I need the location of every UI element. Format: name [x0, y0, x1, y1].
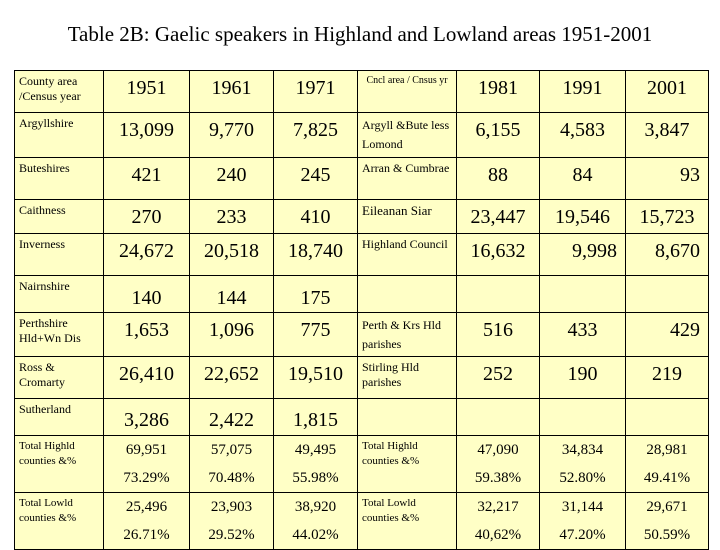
value-cell: 421 — [104, 158, 190, 200]
total-cell — [457, 436, 540, 493]
value-cell: 2,422 — [190, 399, 274, 436]
total-cell — [104, 493, 190, 550]
value-cell: 24,672 — [104, 234, 190, 276]
total-cell — [274, 493, 358, 550]
total-percent: 47.20% — [559, 527, 606, 543]
total-cell — [540, 493, 626, 550]
value-cell: 433 — [540, 313, 626, 357]
area-label — [358, 399, 457, 436]
year-header: 1981 — [457, 71, 540, 113]
total-count: 32,217 — [477, 499, 519, 515]
total-cell — [626, 436, 709, 493]
total-count: 47,090 — [477, 442, 519, 458]
value-cell: 3,847 — [626, 113, 709, 158]
table-row — [15, 399, 709, 436]
value-cell — [540, 276, 626, 313]
total-percent: 26.71% — [123, 527, 170, 543]
total-count: 57,075 — [210, 442, 253, 458]
value-cell: 410 — [274, 200, 358, 234]
value-cell: 22,652 — [190, 357, 274, 399]
value-cell: 4,583 — [540, 113, 626, 158]
total-row — [15, 436, 709, 493]
total-percent: 40,62% — [474, 527, 522, 543]
page-title: Table 2B: Gaelic speakers in Highland and Lowland areas 1951-2001 — [67, 22, 653, 46]
total-cell — [190, 436, 274, 493]
total-percent: 44.02% — [292, 527, 339, 543]
total-percent: 55.98% — [292, 470, 339, 486]
value-cell: 245 — [274, 158, 358, 200]
total-count: 23,903 — [210, 499, 253, 515]
total-cell — [626, 493, 709, 550]
total-percent: 52.80% — [559, 470, 606, 486]
table-row — [15, 313, 709, 357]
total-percent: 29.52% — [208, 527, 255, 543]
value-cell: 18,740 — [274, 234, 358, 276]
total-count: 31,144 — [561, 499, 604, 515]
area-label: Total Lowld counties &% — [15, 493, 104, 550]
value-cell: 16,632 — [457, 234, 540, 276]
area-label: Argyllshire — [15, 113, 104, 158]
total-percent: 50.59% — [643, 527, 691, 543]
area-label: Total Highld counties &% — [15, 436, 104, 493]
value-cell: 516 — [457, 313, 540, 357]
value-cell: 20,518 — [190, 234, 274, 276]
value-cell: 252 — [457, 357, 540, 399]
total-row — [15, 493, 709, 550]
value-cell: 219 — [626, 357, 709, 399]
area-label: Ross & Cromarty — [15, 357, 104, 399]
area-label: Highland Council — [358, 234, 457, 276]
total-percent: 59.38% — [474, 470, 522, 486]
value-cell: 93 — [626, 158, 709, 200]
value-cell — [457, 399, 540, 436]
value-cell: 240 — [190, 158, 274, 200]
table-row — [15, 158, 709, 200]
left-header-label: County area /Census year — [15, 71, 104, 113]
value-cell: 175 — [274, 276, 358, 313]
value-cell: 9,770 — [190, 113, 274, 158]
total-cell — [457, 493, 540, 550]
value-cell — [457, 276, 540, 313]
area-label: Perthshire Hld+Wn Dis — [15, 313, 104, 357]
value-cell: 13,099 — [104, 113, 190, 158]
year-header: 1951 — [104, 71, 190, 113]
area-label: Perth & Krs Hld parishes — [358, 313, 457, 357]
area-label: Stirling Hld parishes — [358, 357, 457, 399]
value-cell: 1,815 — [274, 399, 358, 436]
value-cell: 6,155 — [457, 113, 540, 158]
value-cell: 1,096 — [190, 313, 274, 357]
table-row — [15, 357, 709, 399]
total-count: 69,951 — [125, 442, 168, 458]
right-header-label: Cncl area / Cnsus yr — [358, 71, 457, 113]
value-cell: 19,546 — [540, 200, 626, 234]
table-row — [15, 200, 709, 234]
header-row — [15, 71, 709, 113]
year-header: 1961 — [190, 71, 274, 113]
value-cell: 775 — [274, 313, 358, 357]
total-count: 49,495 — [294, 442, 337, 458]
total-count: 38,920 — [294, 499, 337, 515]
value-cell: 19,510 — [274, 357, 358, 399]
area-label: Buteshires — [15, 158, 104, 200]
table-row — [15, 234, 709, 276]
total-count: 28,981 — [646, 442, 688, 458]
value-cell: 88 — [457, 158, 540, 200]
value-cell: 84 — [540, 158, 626, 200]
value-cell: 144 — [190, 276, 274, 313]
value-cell: 429 — [626, 313, 709, 357]
area-label: Caithness — [15, 200, 104, 234]
value-cell: 23,447 — [457, 200, 540, 234]
total-percent: 73.29% — [123, 470, 170, 486]
table-row — [15, 113, 709, 158]
total-count: 29,671 — [646, 499, 688, 515]
total-percent: 70.48% — [208, 470, 255, 486]
year-header: 2001 — [626, 71, 709, 113]
area-label: Total Highld counties &% — [358, 436, 457, 493]
value-cell: 190 — [540, 357, 626, 399]
area-label: Inverness — [15, 234, 104, 276]
area-label: Arran & Cumbrae — [358, 158, 457, 200]
value-cell: 3,286 — [104, 399, 190, 436]
year-header: 1991 — [540, 71, 626, 113]
area-label: Eileanan Siar — [358, 200, 457, 234]
area-label: Nairnshire — [15, 276, 104, 313]
area-label: Total Lowld counties &% — [358, 493, 457, 550]
value-cell: 7,825 — [274, 113, 358, 158]
total-count: 34,834 — [561, 442, 604, 458]
area-label: Argyll &Bute less Lomond — [358, 113, 457, 158]
total-percent: 49.41% — [643, 470, 691, 486]
value-cell: 270 — [104, 200, 190, 234]
total-count: 25,496 — [125, 499, 168, 515]
value-cell: 15,723 — [626, 200, 709, 234]
area-label: Sutherland — [15, 399, 104, 436]
table-row — [15, 276, 709, 313]
value-cell: 8,670 — [626, 234, 709, 276]
total-cell — [104, 436, 190, 493]
value-cell — [540, 399, 626, 436]
value-cell: 26,410 — [104, 357, 190, 399]
value-cell — [626, 399, 709, 436]
value-cell: 140 — [104, 276, 190, 313]
value-cell: 233 — [190, 200, 274, 234]
total-cell — [540, 436, 626, 493]
value-cell: 1,653 — [104, 313, 190, 357]
area-label — [358, 276, 457, 313]
year-header: 1971 — [274, 71, 358, 113]
value-cell — [626, 276, 709, 313]
value-cell: 9,998 — [540, 234, 626, 276]
total-cell — [190, 493, 274, 550]
total-cell — [274, 436, 358, 493]
gaelic-speakers-table — [14, 70, 709, 550]
